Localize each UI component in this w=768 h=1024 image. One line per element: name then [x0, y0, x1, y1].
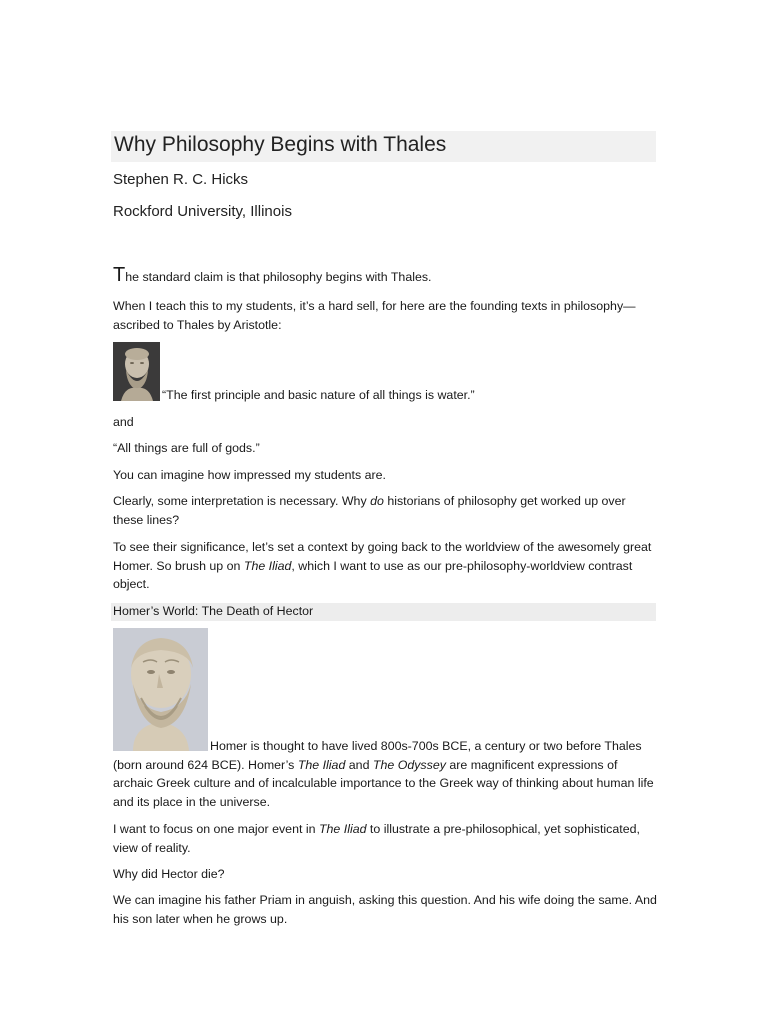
book-title-iliad: The Iliad — [297, 757, 346, 772]
paragraph-priam: We can imagine his father Priam in anguish, asking this question. And his wife doing the same. And his son later when he grows up. — [113, 893, 657, 926]
book-title-odyssey: The Odyssey — [372, 757, 446, 772]
text-part: to illustrate a pre-philosophical, yet sophisticated, view of reality. — [113, 822, 640, 855]
thales-bust-image — [113, 342, 160, 401]
homer-bust-image — [113, 628, 208, 751]
drop-cap: T — [113, 264, 126, 286]
emphasis: do — [370, 494, 384, 508]
paragraph-intro-text: he standard claim is that philosophy begins with Thales. — [125, 270, 432, 284]
text-part: historians of philosophy get worked up over these lines? — [113, 494, 626, 527]
book-title-iliad: The Iliad — [243, 558, 292, 573]
quote-gods: “All things are full of gods.” — [113, 441, 260, 455]
text-part: , which I want to use as our pre-philosophy-worldview contrast object. — [113, 558, 633, 591]
text-part: are magnificent expressions of archaic Greek culture and of incalculable importance to the Greek way of thinking about human life and its place in the universe. — [113, 757, 654, 809]
author-affiliation: Rockford University, Illinois — [113, 203, 292, 220]
book-title-iliad: The Iliad — [318, 822, 367, 836]
paragraph-homer — [113, 737, 658, 811]
paragraph-question: Why did Hector die? — [113, 867, 225, 881]
paragraph-intro — [113, 266, 658, 287]
text-part: and — [345, 757, 373, 772]
text-part: Clearly, some interpretation is necessary. Why — [113, 494, 371, 508]
quote-water: “The first principle and basic nature of all things is water.” — [162, 388, 475, 402]
section-heading: Homer’s World: The Death of Hector — [113, 604, 314, 618]
document-title: Why Philosophy Begins with Thales — [114, 133, 447, 156]
paragraph-context — [113, 538, 658, 594]
text-part: Homer is thought to have lived 800s-700s BCE, a century or two before Thales (born around 624 BCE). Homer’s — [113, 739, 642, 772]
text-part: I want to focus on one major event in — [113, 822, 319, 836]
paragraph-focus — [113, 820, 658, 857]
paragraph-interpretation — [113, 492, 658, 529]
author-name: Stephen R. C. Hicks — [113, 171, 249, 188]
paragraph-students: You can imagine how impressed my students are. — [113, 468, 386, 482]
paragraph-founding-texts: When I teach this to my students, it’s a hard sell, for here are the founding texts in philosophy—ascribed to Thales by Aristotle: — [113, 299, 636, 332]
connector-and: and — [113, 415, 134, 429]
text-part: To see their significance, let’s set a context by going back to the worldview of the awesomely great Homer. So brush up on — [113, 540, 652, 573]
